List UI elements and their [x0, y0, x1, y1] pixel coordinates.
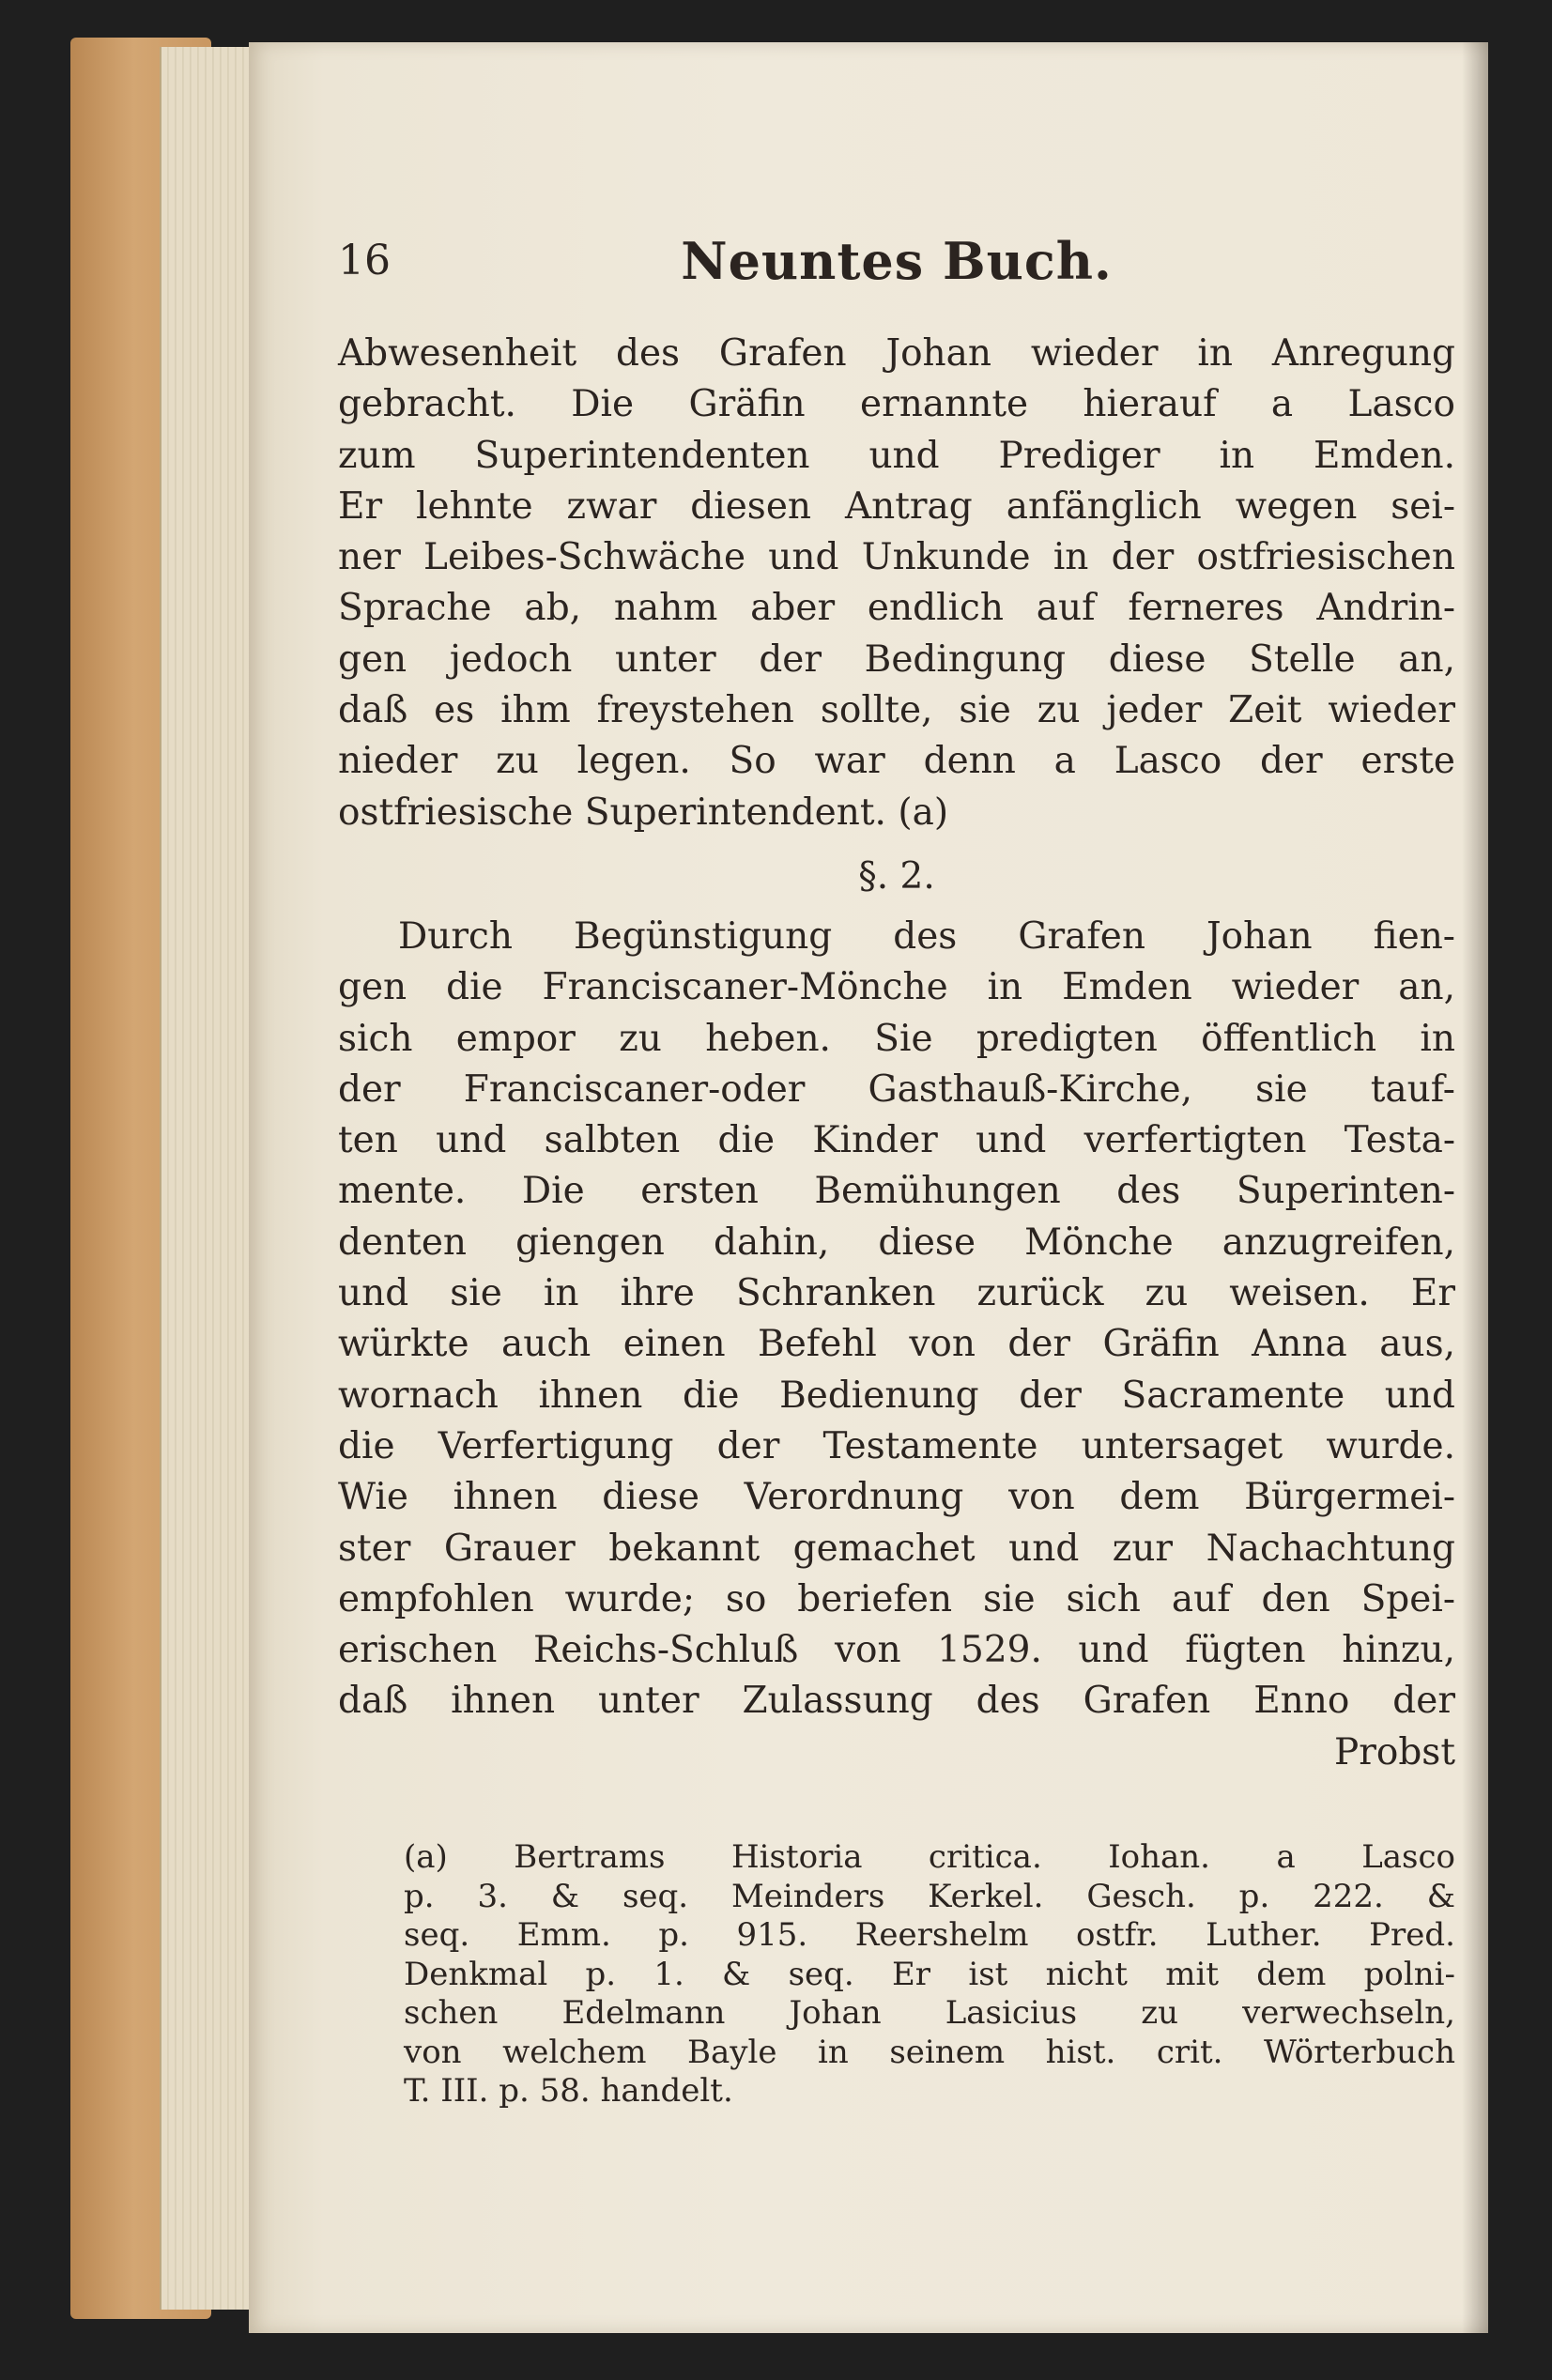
body-line: erischen Reichs-Schluß von 1529. und fügten hinzu, [338, 1629, 1455, 1672]
footnote-line: p. 3. & seq. Meinders Kerkel. Gesch. p. 222. & [404, 1877, 1455, 1915]
running-head: Neuntes Buch. [681, 231, 1113, 291]
body-line: gebracht. Die Gräfin ernannte hierauf a Lasco [338, 383, 1455, 426]
body-line: gen die Franciscaner-Mönche in Emden wieder an, [338, 966, 1455, 1009]
body-line: und sie in ihre Schranken zurück zu weisen. Er [338, 1272, 1455, 1315]
paragraph-1 [338, 329, 1455, 838]
body-line: Abwesenheit des Grafen Johan wieder in Anregung [338, 332, 1455, 375]
body-line: daß es ihm freystehen sollte, sie zu jeder Zeit wieder [338, 689, 1455, 732]
body-line: mente. Die ersten Bemühungen des Superinten- [338, 1170, 1455, 1213]
footnote-line: von welchem Bayle in seinem hist. crit. Wörterbuch [404, 2033, 1455, 2071]
footnote-line: Denkmal p. 1. & seq. Er ist nicht mit dem polni- [404, 1955, 1455, 1993]
body-line: nieder zu legen. So war denn a Lasco der erste [338, 740, 1455, 783]
body-line: sich empor zu heben. Sie predigten öffentlich in [338, 1017, 1455, 1060]
footnote-line: schen Edelmann Johan Lasicius zu verwechseln, [404, 1994, 1455, 2033]
gutter-shadow [1462, 42, 1488, 2333]
body-line: wornach ihnen die Bedienung der Sacramente und [338, 1374, 1455, 1417]
body-line: Wie ihnen diese Verordnung von dem Bürgermei- [338, 1476, 1455, 1519]
body-line: gen jedoch unter der Bedingung diese Stelle an, [338, 637, 1455, 681]
body-line: ten und salbten die Kinder und verfertigten Testa- [338, 1119, 1455, 1162]
body-line: der Franciscaner-oder Gasthauß-Kirche, sie tauf- [338, 1067, 1455, 1111]
footnote-line: T. III. p. 58. handelt. [404, 2072, 733, 2111]
body-line: ner Leibes-Schwäche und Unkunde in der ostfriesischen [338, 536, 1455, 579]
body-line: daß ihnen unter Zulassung des Grafen Enno der [338, 1680, 1455, 1723]
body-line: zum Superintendenten und Prediger in Emden. [338, 434, 1455, 477]
body-line: empfohlen wurde; so beriefen sie sich auf den Spei- [338, 1577, 1455, 1620]
page-header [338, 231, 1455, 302]
body-line: denten giengen dahin, diese Mönche anzugreifen, [338, 1221, 1455, 1264]
catchword: Probst [1333, 1730, 1455, 1773]
page-number: 16 [338, 237, 391, 284]
body-line: ostfriesische Superintendent. (a) [338, 791, 949, 834]
body-line: würkte auch einen Befehl von der Gräfin Anna aus, [338, 1323, 1455, 1366]
footnote-line: (a) Bertrams Historia critica. Iohan. a Lasco [404, 1838, 1455, 1877]
body-line: Durch Begünstigung des Grafen Johan fien- [398, 914, 1455, 958]
text-block [338, 231, 1455, 2111]
section-heading: §. 2. [858, 854, 935, 898]
paragraph-2 [338, 912, 1455, 1778]
footnote-line: seq. Emm. p. 915. Reershelm ostfr. Luther. Pred. [404, 1916, 1455, 1955]
body-line: ster Grauer bekannt gemachet und zur Nachachtung [338, 1527, 1455, 1570]
body-line: die Verfertigung der Testamente untersaget wurde. [338, 1424, 1455, 1467]
body-line: Er lehnte zwar diesen Antrag anfänglich wegen sei- [338, 484, 1455, 528]
body-line: Sprache ab, nahm aber endlich auf ferneres Andrin- [338, 587, 1455, 630]
footnote [338, 1838, 1455, 2111]
